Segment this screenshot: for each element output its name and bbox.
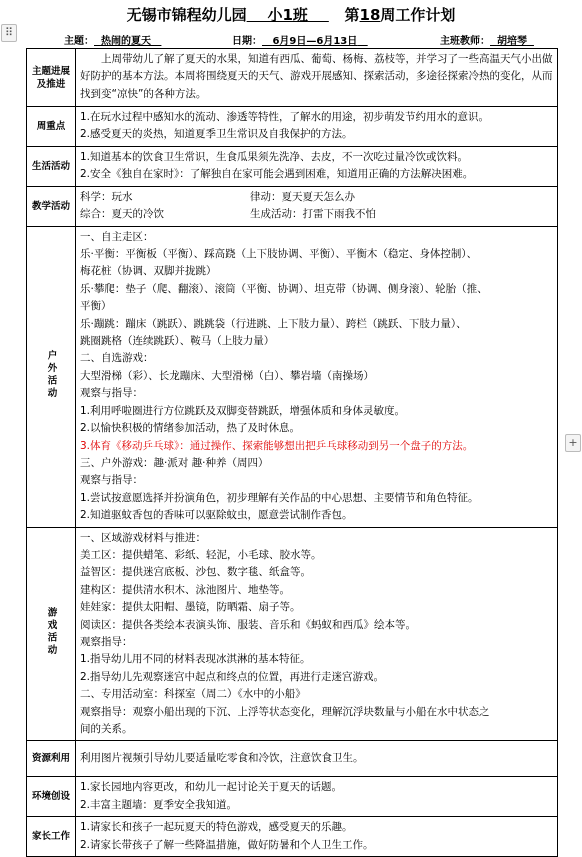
label-parents: 家长工作	[27, 817, 76, 857]
label-theme-dev: 主题进展及推进	[27, 49, 76, 107]
class-name: 小1班	[267, 6, 308, 24]
row-games	[27, 527, 558, 741]
teaching-item: 律动：夏天夏天怎么办	[250, 190, 355, 203]
teaching-item: 综合：夏天的冷饮	[80, 208, 164, 221]
games-line: 建构区：提供清水积木、泳池图片、地垫等。	[80, 583, 290, 596]
games-label-text: 游戏活动	[45, 606, 57, 657]
outdoor-line: 1.尝试按意愿选择并扮演角色，初步理解有关作品的中心思想、主要情节和角色特征。	[80, 491, 479, 504]
games-line: 2.指导幼儿先观察迷宫中起点和终点的位置，再进行走迷宫游戏。	[80, 670, 385, 683]
outdoor-line: 二、自选游戏：	[80, 352, 154, 365]
games-line: 美工区：提供蜡笔、彩纸、轻泥，小毛球、胶水等。	[80, 548, 322, 561]
row-parents	[27, 817, 558, 857]
outdoor-line: 大型滑梯（彩）、长龙蹦床、大型滑梯（白）、攀岩墙（南操场）	[80, 369, 374, 382]
focus-line: 2.感受夏天的炎热，知道夏季卫生常识及自我保护的方法。	[80, 128, 353, 141]
outdoor-line: 跳圈跳格（连续跳跃）、鞍马（上肢力量）	[80, 335, 275, 348]
label-environment: 环境创设	[27, 777, 76, 817]
outdoor-line: 2.以愉快积极的情绪参加活动，热了及时休息。	[80, 422, 301, 435]
theme-label: 主题：	[64, 36, 94, 47]
label-life: 生活活动	[27, 146, 76, 186]
life-line: 2.安全《独自在家时》：了解独自在家可能会遇到困难，知道用正确的方法解决困难。	[80, 168, 474, 181]
life-content	[76, 146, 558, 186]
focus-line: 1.在玩水过程中感知水的流动、渗透等特性，了解水的用途，初步萌发节约用水的意识。	[80, 111, 490, 123]
games-line: 观察指导：	[80, 635, 133, 648]
parents-line: 2.请家长带孩子了解一些降温措施，做好防暑和个人卫生工作。	[80, 838, 374, 851]
outdoor-line: 一、自主走区：	[80, 230, 154, 243]
outdoor-line: 乐·蹦跳：蹦床（跳跃）、跳跳袋（行进跳、上下肢力量）、跨栏（跳跃、下肢力量）、	[80, 317, 467, 330]
label-outdoor	[27, 226, 76, 527]
outdoor-line: 梅花桩（协调、双脚并拢跳）	[80, 265, 217, 278]
games-line: 阅读区：提供各类绘本表演头饰、服装、音乐和《蚂蚁和西瓜》绘本等。	[80, 618, 416, 631]
parents-line: 1.请家长和孩子一起玩夏天的特色游戏，感受夏天的乐趣。	[80, 821, 353, 834]
games-content	[76, 527, 558, 741]
date-label: 日期：	[232, 36, 262, 47]
teacher-meta	[440, 32, 534, 47]
teacher-value: 胡培琴	[496, 36, 527, 47]
teacher-label: 主班教师：	[440, 36, 490, 47]
games-line: 观察指导：观察小船出现的下沉、上浮等状态变化，理解沉浮块数量与小船在水中状态之	[80, 705, 490, 718]
teaching-content	[76, 186, 558, 226]
life-line: 1.知道基本的饮食卫生常识，生食瓜果须先洗净、去皮，不一次吃过量冷饮或饮料。	[80, 150, 469, 163]
environment-content	[76, 777, 558, 817]
outdoor-line: 乐·平衡：平衡板（平衡）、踩高跷（上下肢协调、平衡）、平衡木（稳定、身体控制）、	[80, 248, 478, 261]
weekly-plan-table	[26, 48, 558, 857]
theme-dev-text: 上周带幼儿了解了夏天的水果，知道有西瓜、葡萄、杨梅、荔枝等，并学习了一些高温天气小出做好防护的基本方法。本周将围绕夏天的天气、游戏开展感知、探索活动，多途径探索冷热的变化，从而找到变“凉快”的各种方法。	[76, 49, 558, 107]
label-resources: 资源利用	[27, 741, 76, 777]
outdoor-line: 乐·攀爬：垫子（爬、翻滚）、滚筒（平衡、协调）、坦克带（协调、侧身滚）、轮胎（推、	[80, 282, 488, 295]
games-line: 1.指导幼儿用不同的材料表现冰淇淋的基本特征。	[80, 653, 311, 666]
theme-meta	[64, 32, 161, 47]
outdoor-label-text: 户外活动	[45, 349, 57, 400]
outdoor-content	[76, 226, 558, 527]
outdoor-line: 2.知道驱蚊香包的香味可以驱除蚊虫，愿意尝试制作香包。	[80, 509, 353, 522]
date-meta	[232, 32, 368, 47]
games-line: 二、专用活动室：科探室（周二）《水中的小船》	[80, 688, 306, 701]
environment-line: 1.家长园地内容更改，和幼儿一起讨论关于夏天的话题。	[80, 781, 343, 794]
teaching-item: 生成活动：打雷下雨我不怕	[250, 208, 376, 221]
teaching-grid	[80, 189, 553, 224]
focus-content	[76, 107, 558, 147]
parents-content	[76, 817, 558, 857]
games-line: 娃娃家：提供太阳帽、墨镜，防晒霜、扇子等。	[80, 601, 301, 614]
games-line: 一、区域游戏材料与推进：	[80, 531, 206, 544]
label-focus: 周重点	[27, 107, 76, 147]
theme-value: 热闹的夏天	[100, 36, 151, 47]
week-number: 18	[359, 6, 381, 24]
label-games	[27, 527, 76, 741]
row-life	[27, 146, 558, 186]
title-suffix: 周工作计划	[380, 6, 456, 24]
games-line: 益智区：提供迷宫底板、沙包、数字毯、纸盒等。	[80, 566, 311, 579]
org-name: 无锡市锦程幼儿园	[126, 6, 247, 24]
outdoor-line: 观察与指导：	[80, 474, 143, 487]
row-outdoor	[27, 226, 558, 527]
games-line: 间的关系。	[80, 723, 133, 735]
outdoor-line: 平衡）	[80, 300, 112, 313]
row-teaching	[27, 186, 558, 226]
date-value: 6月9日—6月13日	[272, 36, 358, 47]
outdoor-line: 1.利用呼啦圈进行方位跳跃及双脚变替跳跃，增强体质和身体灵敏度。	[80, 404, 406, 417]
environment-line: 2.丰富主题墙：夏季安全我知道。	[80, 798, 238, 811]
outdoor-line-highlight: 3.体育《移动乒乓球》：通过操作、探索能够想出把乒乓球移动到另一个盘子的方法。	[80, 439, 474, 452]
page-title	[0, 4, 582, 25]
row-theme-dev	[27, 49, 558, 107]
outdoor-line: 三、户外游戏：趣·派对 趣·种养（周四）	[80, 456, 269, 469]
row-focus	[27, 107, 558, 147]
resources-text: 利用图片视频引导幼儿要适量吃零食和冷饮，注意饮食卫生。	[76, 741, 558, 777]
label-teaching: 教学活动	[27, 186, 76, 226]
row-resources	[27, 741, 558, 777]
row-environment	[27, 777, 558, 817]
outdoor-line: 观察与指导：	[80, 387, 143, 400]
drag-handle-icon[interactable]: ⠿	[1, 24, 17, 42]
week-prefix: 第	[344, 6, 360, 24]
add-row-button[interactable]: +	[565, 434, 581, 452]
teaching-item: 科学：玩水	[80, 190, 133, 203]
